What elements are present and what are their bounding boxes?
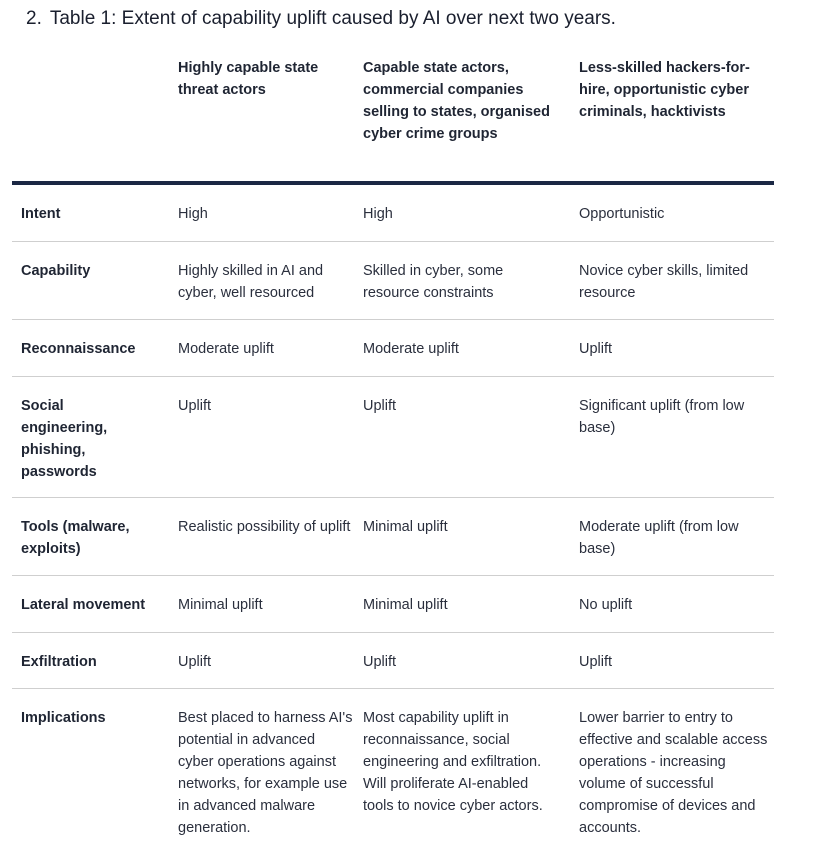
- table-row-capability: [12, 242, 774, 320]
- cell-implications-col1: Best placed to harness AI's potential in advanced cyber operations against networks, for example use in advanced malware generation.: [178, 710, 353, 836]
- cell-lateral-movement-col2: Minimal uplift: [363, 597, 448, 613]
- cell-intent-col2: High: [363, 206, 393, 222]
- row-label-lateral-movement: Lateral movement: [21, 597, 146, 613]
- cell-capability-col1: Highly skilled in AI and cyber, well resourced: [178, 263, 324, 301]
- cell-tools-col3: Moderate uplift (from low base): [579, 519, 739, 557]
- cell-exfiltration-col2: Uplift: [363, 654, 397, 670]
- table-title: [26, 6, 616, 32]
- cell-social-engineering-col2: Uplift: [363, 398, 397, 414]
- cell-social-engineering-col1: Uplift: [178, 398, 212, 414]
- row-label-reconnaissance: Reconnaissance: [21, 341, 136, 357]
- table-title-text: Table 1: Extent of capability uplift caused by AI over next two years.: [49, 8, 616, 29]
- table-row-exfiltration: [12, 633, 774, 689]
- cell-intent-col1: High: [178, 206, 208, 222]
- row-label-social-engineering: Social engineering, phishing, passwords: [21, 398, 108, 480]
- column-header-capable-state: Capable state actors, commercial companies selling to states, organised cyber crime groups: [363, 60, 550, 142]
- cell-capability-col2: Skilled in cyber, some resource constraints: [363, 263, 504, 301]
- cell-reconnaissance-col3: Uplift: [579, 341, 613, 357]
- row-label-tools: Tools (malware, exploits): [21, 519, 130, 557]
- cell-exfiltration-col1: Uplift: [178, 654, 212, 670]
- cell-capability-col3: Novice cyber skills, limited resource: [579, 263, 749, 301]
- cell-implications-col2: Most capability uplift in reconnaissance, social engineering and exfiltration. Will proliferate AI-enabled tools to novice cyber actors.: [363, 710, 543, 814]
- cell-tools-col1: Realistic possibility of uplift: [178, 519, 351, 535]
- cell-social-engineering-col3: Significant uplift (from low base): [579, 398, 745, 436]
- table-row-intent: [12, 185, 774, 242]
- table-row-implications: [12, 689, 774, 867]
- row-label-implications: Implications: [21, 710, 106, 726]
- section-number: 2.: [26, 8, 42, 29]
- cell-lateral-movement-col1: Minimal uplift: [178, 597, 263, 613]
- cell-reconnaissance-col2: Moderate uplift: [363, 341, 459, 357]
- cell-reconnaissance-col1: Moderate uplift: [178, 341, 274, 357]
- row-label-intent: Intent: [21, 206, 61, 222]
- cell-exfiltration-col3: Uplift: [579, 654, 613, 670]
- row-label-capability: Capability: [21, 263, 91, 279]
- table-row-reconnaissance: [12, 320, 774, 377]
- column-header-highly-capable: Highly capable state threat actors: [178, 60, 319, 98]
- cell-implications-col3: Lower barrier to entry to effective and scalable access operations - increasing volume of successful compromise of devices and accounts.: [579, 710, 768, 836]
- table-row-tools: [12, 498, 774, 576]
- row-label-exfiltration: Exfiltration: [21, 654, 97, 670]
- cell-intent-col3: Opportunistic: [579, 206, 665, 222]
- column-header-less-skilled: Less-skilled hackers-for-hire, opportunistic cyber criminals, hacktivists: [579, 60, 750, 120]
- table-row-lateral-movement: [12, 576, 774, 633]
- cell-lateral-movement-col3: No uplift: [579, 597, 633, 613]
- table-row-social-engineering: [12, 377, 774, 498]
- cell-tools-col2: Minimal uplift: [363, 519, 448, 535]
